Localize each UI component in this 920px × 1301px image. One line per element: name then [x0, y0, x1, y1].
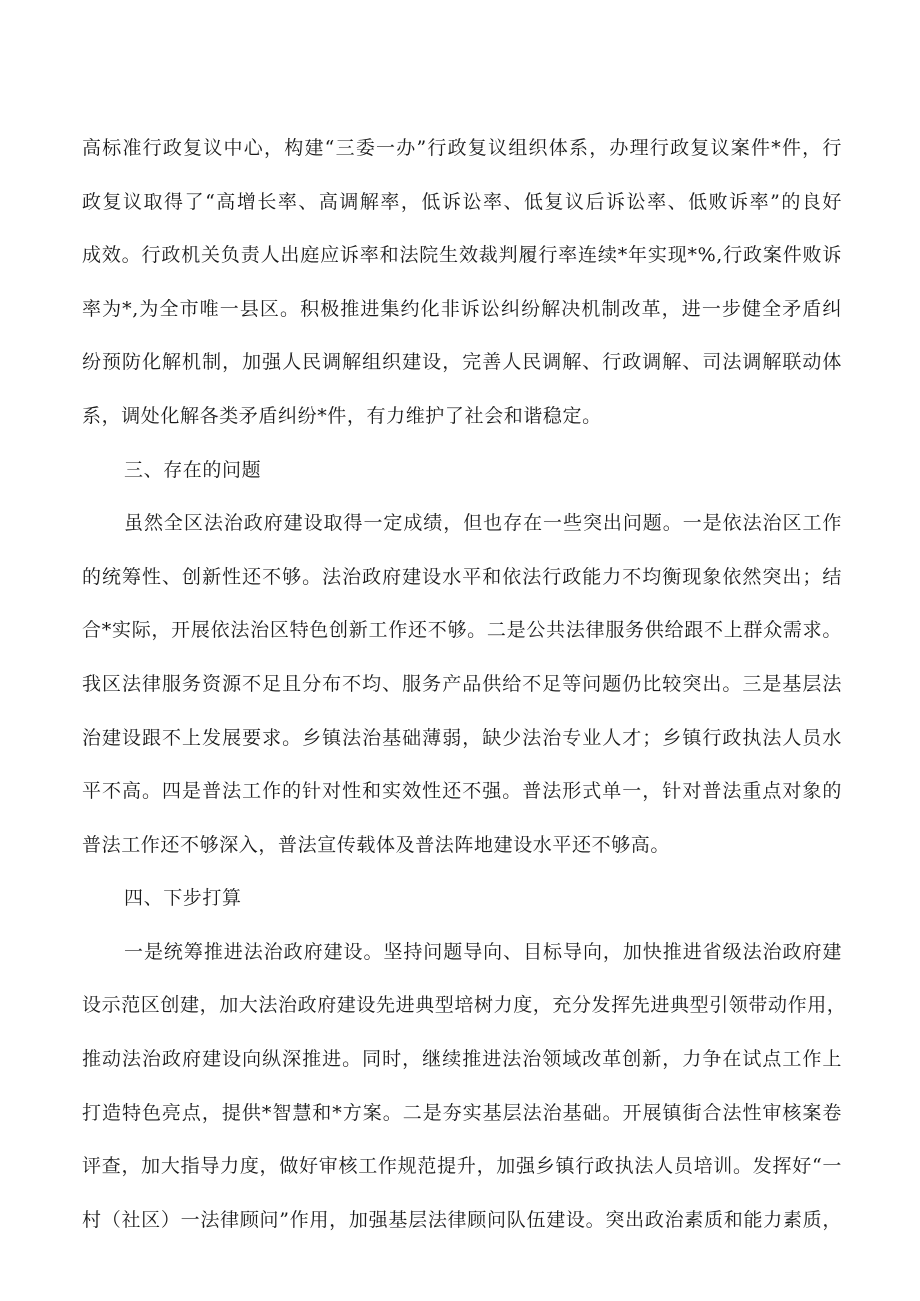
text-line: 推动法治政府建设向纵深推进。同时，继续推进法治领域改革创新，力争在试点工作上 [82, 1048, 842, 1070]
text-line: 打造特色亮点，提供*智慧和*方案。二是夯实基层法治基础。开展镇街合法性审核案卷 [82, 1102, 842, 1124]
text-line: 纷预防化解机制，加强人民调解组织建设，完善人民调解、行政调解、司法调解联动体 [82, 351, 842, 373]
text-line: 系，调处化解各类矛盾纠纷*件，有力维护了社会和谐稳定。 [82, 405, 602, 427]
text-line: 虽然全区法治政府建设取得一定成绩，但也存在一些突出问题。一是依法治区工作 [124, 512, 842, 534]
text-line: 成效。行政机关负责人出庭应诉率和法院生效裁判履行率连续*年实现*%,行政案件败诉 [82, 244, 842, 266]
text-line: 政复议取得了“高增长率、高调解率，低诉讼率、低复议后诉讼率、低败诉率”的良好 [82, 191, 842, 213]
text-line: 高标准行政复议中心，构建“三委一办”行政复议组织体系，办理行政复议案件*件，行 [82, 137, 842, 159]
text-line: 治建设跟不上发展要求。乡镇法治基础薄弱，缺少法治专业人才；乡镇行政执法人员水 [82, 727, 842, 749]
text-line: 合*实际，开展依法治区特色创新工作还不够。二是公共法律服务供给跟不上群众需求。 [82, 619, 842, 641]
text-line: 一是统筹推进法治政府建设。坚持问题导向、目标导向，加快推进省级法治政府建 [124, 941, 842, 963]
text-line: 平不高。四是普法工作的针对性和实效性还不强。普法形式单一，针对普法重点对象的 [82, 780, 842, 802]
text-line: 村（社区）一法律顾问”作用，加强基层法律顾问队伍建设。突出政治素质和能力素质， [82, 1209, 842, 1231]
section-heading-problems: 三、存在的问题 [124, 459, 262, 481]
section-heading-next-steps: 四、下步打算 [124, 887, 242, 909]
text-line: 普法工作还不够深入，普法宣传载体及普法阵地建设水平还不够高。 [82, 834, 671, 856]
text-line: 的统筹性、创新性还不够。法治政府建设水平和依法行政能力不均衡现象依然突出；结 [82, 566, 842, 588]
text-line: 设示范区创建，加大法治政府建设先进典型培树力度，充分发挥先进典型引领带动作用， [82, 994, 847, 1016]
text-line: 我区法律服务资源不足且分布不均、服务产品供给不足等问题仍比较突出。三是基层法 [82, 673, 842, 695]
text-line: 率为*,为全市唯一县区。积极推进集约化非诉讼纠纷解决机制改革，进一步健全矛盾纠 [82, 298, 842, 320]
text-line: 评查，加大指导力度，做好审核工作规范提升，加强乡镇行政执法人员培训。发挥好“一 [82, 1155, 842, 1177]
